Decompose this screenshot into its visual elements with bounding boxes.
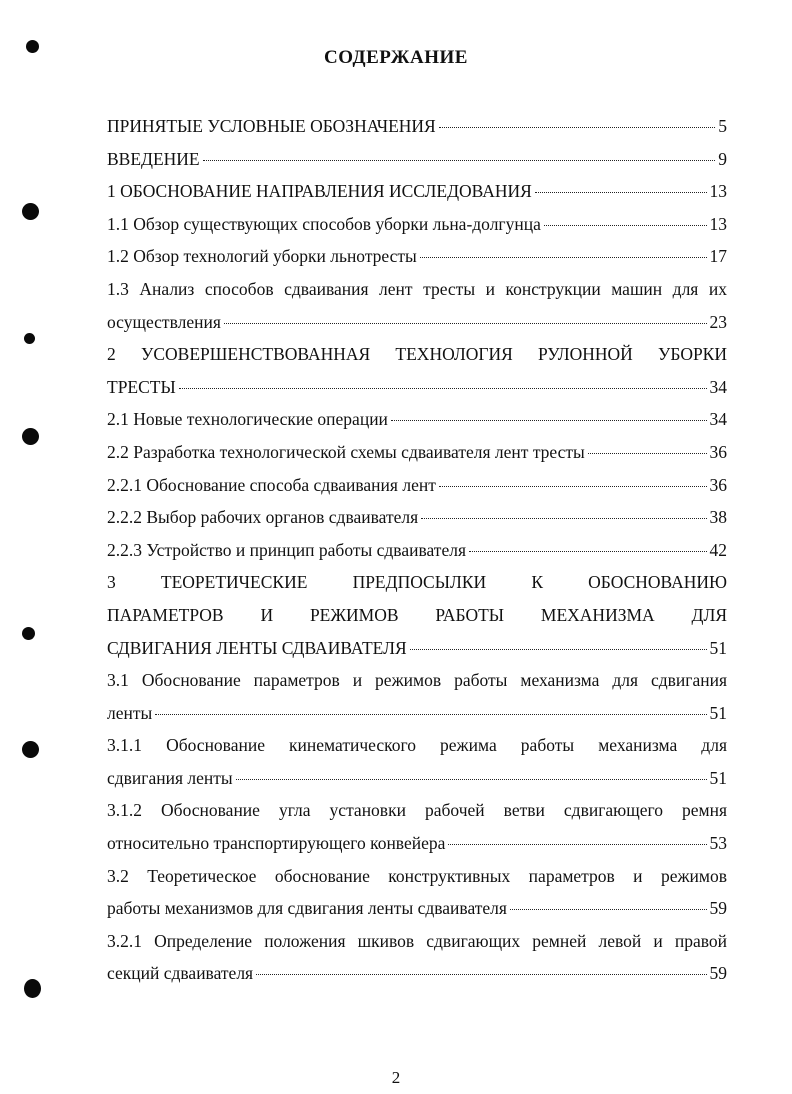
toc-entry-page: 42 (709, 539, 727, 560)
toc-entry-row (107, 697, 727, 730)
toc-entry-row (107, 110, 727, 143)
dot-leader (203, 159, 716, 161)
dot-leader (420, 256, 707, 258)
toc-entry-row (107, 957, 727, 990)
toc-entry-title: 2.2 Разработка технологической схемы сдваивателя лент тресты (107, 441, 585, 462)
dot-leader (469, 550, 707, 552)
punch-hole (24, 333, 35, 344)
toc-entry-page: 51 (709, 637, 727, 658)
dot-leader (391, 419, 707, 421)
toc-entry-title: 1 ОБОСНОВАНИЕ НАПРАВЛЕНИЯ ИССЛЕДОВАНИЯ (107, 181, 532, 202)
dot-leader (179, 387, 707, 389)
toc-entry-page: 34 (709, 376, 727, 397)
toc-entry (107, 240, 727, 273)
toc-entry-row (107, 240, 727, 273)
punch-hole (22, 627, 35, 640)
toc-entry-title: относительно транспортирующего конвейера (107, 833, 446, 854)
dot-leader (224, 322, 707, 324)
toc-entry-title: 2.2.3 Устройство и принцип работы сдваивателя (107, 539, 466, 560)
toc-entry-title: работы механизмов для сдвигания ленты сдваивателя (107, 898, 507, 919)
toc-entry-row (107, 632, 727, 665)
dot-leader (510, 908, 707, 910)
toc-entry-title: 2.2.1 Обоснование способа сдваивания лент (107, 474, 436, 495)
toc-entry-title-line: ПАРАМЕТРОВ И РЕЖИМОВ РАБОТЫ МЕХАНИЗМА ДЛЯ (107, 604, 727, 625)
toc-entry (107, 501, 727, 534)
toc-entry-page: 17 (709, 246, 727, 267)
toc-entry-title-line: 3.2.1 Определение положения шкивов сдвигающих ремней левой и правой (107, 930, 727, 951)
toc-entry-title-line: 3.1 Обоснование параметров и режимов работы механизма для сдвигания (107, 670, 727, 691)
toc-entry-page: 23 (709, 311, 727, 332)
dot-leader (410, 648, 707, 650)
toc-entry-row (107, 762, 727, 795)
toc-entry-page: 34 (709, 409, 727, 430)
toc-entry (107, 469, 727, 502)
dot-leader (439, 485, 707, 487)
toc-entry-title: 2.2.2 Выбор рабочих органов сдваивателя (107, 507, 419, 528)
toc-entry-row (107, 469, 727, 502)
toc-entry-title-line: 1.3 Анализ способов сдваивания лент тресты и конструкции машин для их (107, 278, 727, 299)
toc-entry (107, 208, 727, 241)
toc-entry (107, 403, 727, 436)
dot-leader (439, 126, 716, 128)
table-of-contents (107, 110, 727, 990)
toc-entry-row (107, 371, 727, 404)
dot-leader (236, 778, 707, 780)
toc-entry-page: 5 (718, 116, 727, 136)
toc-entry (107, 175, 727, 208)
punch-hole (26, 40, 39, 53)
toc-entry-title: ленты (107, 702, 153, 723)
toc-entry-row (107, 306, 727, 339)
toc-entry-page: 13 (709, 181, 727, 202)
toc-entry-title-line: 3.1.2 Обоснование угла установки рабочей ветви сдвигающего ремня (107, 800, 727, 821)
toc-entry-title-line: 3.1.1 Обоснование кинематического режима работы механизма для (107, 735, 727, 756)
toc-entry-row (107, 208, 727, 241)
punch-hole (24, 979, 41, 998)
toc-entry-page: 36 (709, 441, 727, 462)
toc-entry-page: 51 (709, 767, 727, 788)
toc-entry-title: осуществления (107, 311, 221, 332)
toc-entry-row (107, 534, 727, 567)
toc-entry (107, 534, 727, 567)
toc-entry-page: 13 (709, 213, 727, 234)
toc-entry-page: 38 (709, 507, 727, 528)
page-title: СОДЕРЖАНИЕ (324, 47, 468, 68)
toc-entry-row (107, 501, 727, 534)
toc-entry (107, 436, 727, 469)
toc-entry-page: 51 (709, 702, 727, 723)
punch-hole (22, 428, 39, 445)
punch-hole (22, 741, 39, 758)
toc-entry (107, 338, 727, 403)
toc-entry (107, 794, 727, 859)
toc-entry-title: сдвигания ленты (107, 767, 233, 788)
toc-entry-row (107, 175, 727, 208)
dot-leader (421, 517, 706, 519)
toc-entry (107, 664, 727, 729)
toc-entry (107, 860, 727, 925)
toc-entry-title-line: 3 ТЕОРЕТИЧЕСКИЕ ПРЕДПОСЫЛКИ К ОБОСНОВАНИЮ (107, 572, 727, 593)
toc-entry-title: ПРИНЯТЫЕ УСЛОВНЫЕ ОБОЗНАЧЕНИЯ (107, 116, 436, 136)
toc-entry-title: 1.2 Обзор технологий уборки льнотресты (107, 246, 417, 267)
toc-entry-page: 9 (718, 148, 727, 169)
toc-entry-row (107, 403, 727, 436)
toc-entry-page: 53 (709, 833, 727, 854)
toc-entry-title-line: 3.2 Теоретическое обоснование конструктивных параметров и режимов (107, 865, 727, 886)
toc-entry-page: 59 (709, 898, 727, 919)
dot-leader (535, 191, 707, 193)
toc-entry (107, 729, 727, 794)
toc-entry (107, 925, 727, 990)
dot-leader (544, 224, 707, 226)
toc-entry-title: секций сдваивателя (107, 963, 254, 984)
dot-leader (155, 713, 706, 715)
toc-entry-row (107, 827, 727, 860)
toc-entry-page: 36 (709, 474, 727, 495)
page-number: 2 (391, 1068, 401, 1087)
dot-leader (588, 452, 707, 454)
punch-hole (22, 203, 39, 220)
dot-leader (448, 843, 706, 845)
toc-entry-row (107, 892, 727, 925)
toc-entry-title: 2.1 Новые технологические операции (107, 409, 388, 430)
toc-entry-title: 1.1 Обзор существующих способов уборки льна-долгунца (107, 213, 541, 234)
toc-entry-page: 59 (709, 963, 727, 984)
toc-entry (107, 273, 727, 338)
toc-entry-title: ВВЕДЕНИЕ (107, 148, 200, 169)
toc-entry-title: ТРЕСТЫ (107, 376, 176, 397)
toc-entry (107, 110, 727, 143)
toc-entry (107, 566, 727, 664)
toc-entry-row (107, 436, 727, 469)
toc-entry-title-line: 2 УСОВЕРШЕНСТВОВАННАЯ ТЕХНОЛОГИЯ РУЛОННОЙ УБОРКИ (107, 344, 727, 365)
toc-entry-title: СДВИГАНИЯ ЛЕНТЫ СДВАИВАТЕЛЯ (107, 637, 407, 658)
toc-entry (107, 143, 727, 176)
toc-entry-row (107, 143, 727, 176)
dot-leader (256, 973, 706, 975)
